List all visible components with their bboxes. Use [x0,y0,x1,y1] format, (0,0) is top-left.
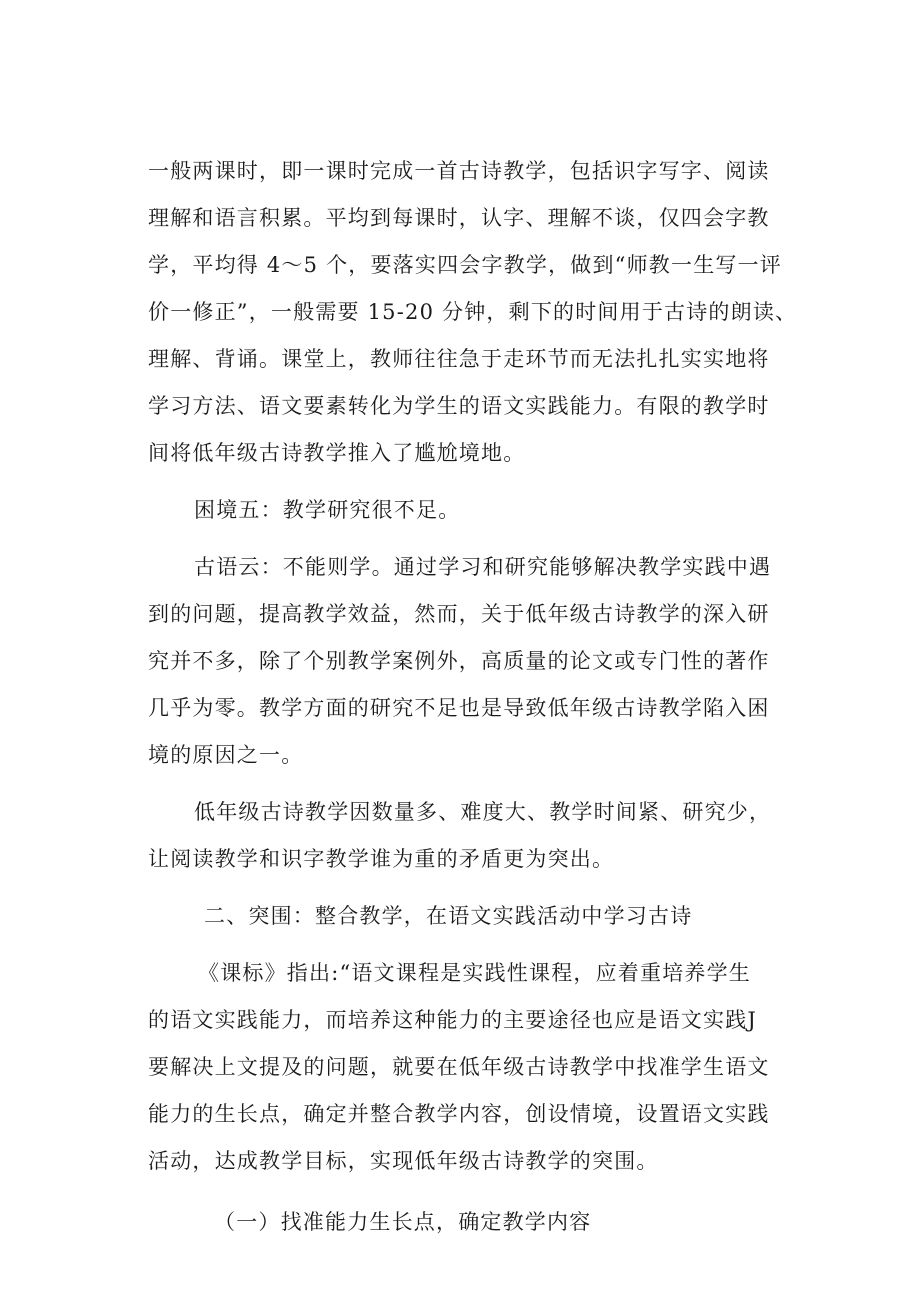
document-body [148,148,808,1246]
text-line: 间将低年级古诗教学推入了尴尬境地。 [148,441,526,465]
text-line: 一般两课时，即一课时完成一首古诗教学，包括识字写字、阅读 [148,159,770,183]
text-line: 学习方法、语文要素转化为学生的语文实践能力。有限的教学时 [148,394,770,418]
text-line: 低年级古诗教学因数量多、难度大、教学时间紧、研究少， [194,800,772,824]
heading-section-two: 二、突围：整合教学，在语文实践活动中学习古诗 [204,904,693,928]
paragraph-summary [148,789,808,883]
text-line: 究并不多，除了个别教学案例外，高质量的论文或专门性的著作 [148,649,770,673]
text-line: 几乎为零。教学方面的研究不足也是导致低年级古诗教学陷入困 [148,696,770,720]
text-line: 理解和语言积累。平均到每课时，认字、理解不谈，仅四会字教 [148,206,770,230]
heading-subsection-one: （一）找准能力生长点，确定教学内容 [214,1210,592,1234]
text-line: 境的原因之一。 [148,743,304,767]
text-line: 的语文实践能力，而培养这种能力的主要途径也应是语文实践J [148,1008,758,1032]
text-line: 价一修正”，一般需要 15-20 分钟，剩下的时间用于古诗的朗读、 [148,300,798,324]
text-line: 活动，达成教学目标，实现低年级古诗教学的突围。 [148,1149,659,1173]
paragraph-curriculum-standard [148,950,808,1185]
text-line: 学，平均得 4～5 个，要落实四会字教学，做到“师教一生写一评 [148,253,783,277]
paragraph-research [148,544,808,779]
heading-dilemma-five: 困境五：教学研究很不足。 [194,498,461,522]
paragraph-teaching-time [148,148,808,477]
text-line: 要解决上文提及的问题，就要在低年级古诗教学中找准学生语文 [148,1055,770,1079]
text-line: 到的问题，提高教学效益，然而，关于低年级古诗教学的深入研 [148,602,770,626]
text-line: 能力的生长点，确定并整合教学内容，创设情境，设置语文实践 [148,1102,770,1126]
text-line: 让阅读教学和识字教学谁为重的矛盾更为突出。 [148,847,615,871]
text-line: 理解、背诵。课堂上，教师往往急于走环节而无法扎扎实实地将 [148,347,770,371]
text-line: 古语云：不能则学。通过学习和研究能够解决教学实践中遇 [194,555,772,579]
text-line: 《课标》指出:“语文课程是实践性课程，应着重培养学生 [198,961,752,985]
